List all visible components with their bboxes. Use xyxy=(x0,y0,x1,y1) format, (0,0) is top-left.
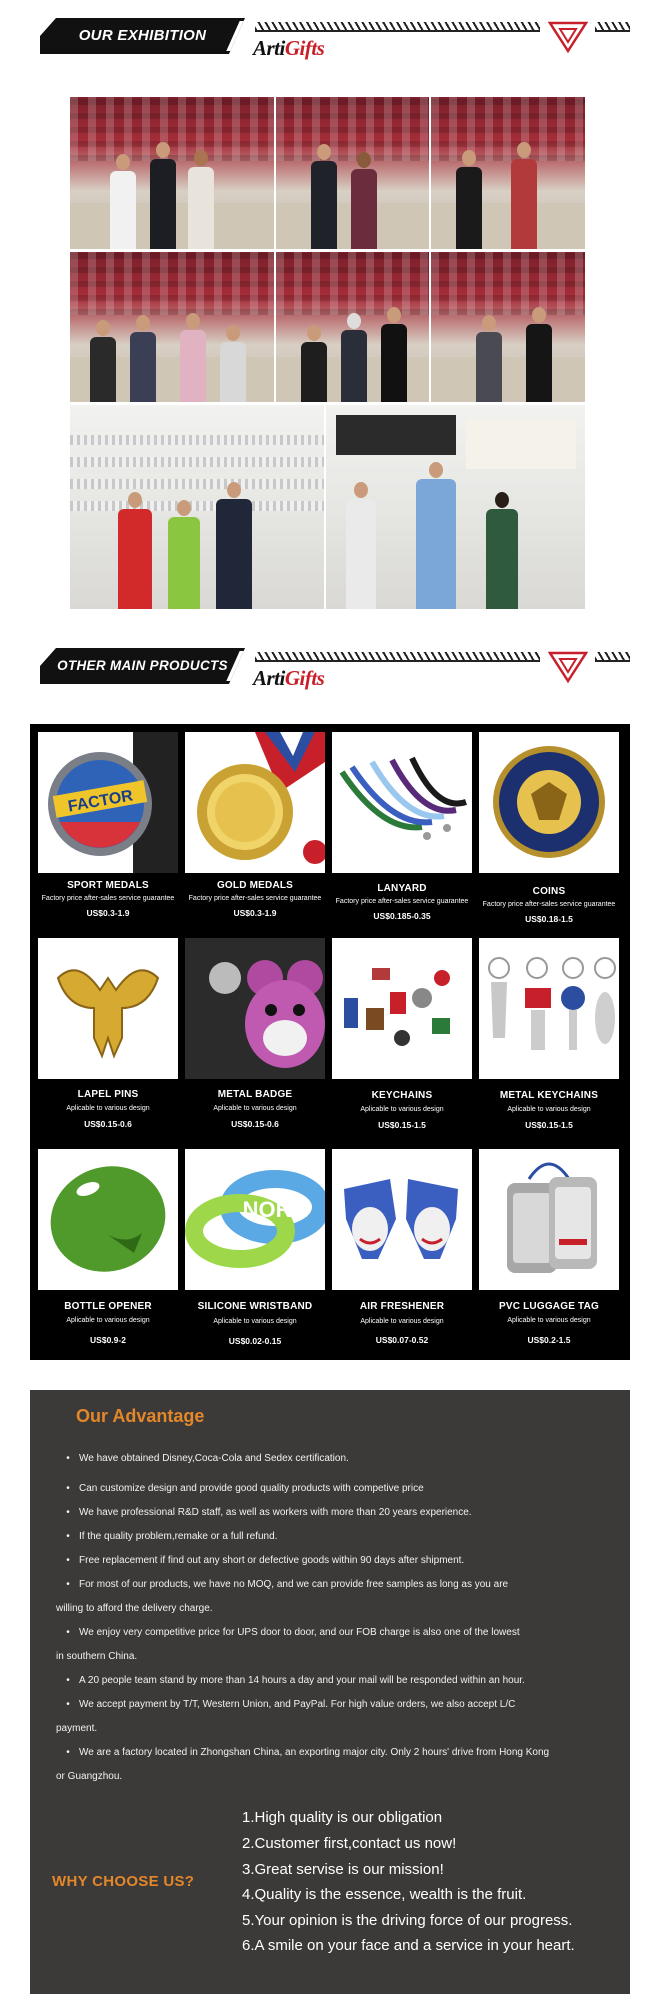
product-price: US$0.02-0.15 xyxy=(228,1336,282,1346)
logo-part-b: Gifts xyxy=(284,36,325,60)
exhibition-photo xyxy=(431,252,585,402)
advantage-panel xyxy=(30,1390,630,1994)
products-title: OTHER MAIN PRODUCTS xyxy=(57,658,228,673)
products-banner xyxy=(40,648,630,688)
why-choose-us-title: WHY CHOOSE US? xyxy=(52,1873,195,1890)
product-desc: Aplicable to various design xyxy=(360,1318,444,1325)
product-desc: Aplicable to various design xyxy=(213,1318,297,1325)
brand-logo xyxy=(253,666,324,691)
svg-text:FACTOR: FACTOR xyxy=(66,787,135,816)
advantage-item: • Can customize design and provide good quality products with competive price xyxy=(66,1483,424,1494)
product-price: US$0.3-1.9 xyxy=(86,908,130,918)
banner-stripes-right xyxy=(595,652,630,662)
why-item: 2.Customer first,contact us now! xyxy=(242,1835,457,1852)
exhibition-photo xyxy=(70,252,274,402)
product-desc: Aplicable to various design xyxy=(66,1317,150,1324)
exhibition-photo xyxy=(431,97,585,249)
advantage-item-cont: willing to afford the delivery charge. xyxy=(56,1603,213,1614)
product-desc: Aplicable to various design xyxy=(66,1105,150,1112)
exhibition-title: OUR EXHIBITION xyxy=(78,27,207,44)
product-name: METAL KEYCHAINS xyxy=(499,1090,599,1101)
advantage-item: • A 20 people team stand by more than 14 hours a day and your mail will be responded within an hour. xyxy=(66,1675,525,1686)
exhibition-photo xyxy=(276,252,429,402)
product-name: SILICONE WRISTBAND xyxy=(197,1301,313,1312)
svg-text:NORA: NORA xyxy=(242,1197,308,1222)
exhibition-photo-collage xyxy=(70,97,585,609)
product-desc: Aplicable to various design xyxy=(507,1106,591,1113)
product-name: LANYARD xyxy=(377,883,427,894)
product-price: US$0.15-1.5 xyxy=(378,1120,426,1130)
exhibition-photo xyxy=(70,405,324,609)
products-panel xyxy=(30,724,630,1360)
luggage-tag-icon xyxy=(479,1149,619,1290)
advantage-item-cont: or Guangzhou. xyxy=(56,1771,123,1782)
triangle-icon xyxy=(548,650,588,684)
why-item: 4.Quality is the essence, wealth is the fruit. xyxy=(242,1886,527,1903)
product-name: BOTTLE OPENER xyxy=(64,1301,152,1312)
logo-part-b: Gifts xyxy=(284,666,325,690)
product-price: US$0.15-1.5 xyxy=(525,1120,573,1130)
product-name: GOLD MEDALS xyxy=(216,880,294,891)
sport-medal-icon xyxy=(38,732,178,873)
product-name: SPORT MEDALS xyxy=(67,880,149,891)
product-price: US$0.9-2 xyxy=(90,1335,126,1345)
product-name: LAPEL PINS xyxy=(77,1089,139,1100)
product-price: US$0.185-0.35 xyxy=(373,911,431,921)
product-name: COINS xyxy=(532,886,566,897)
triangle-icon xyxy=(548,20,588,54)
product-price: US$0.3-1.9 xyxy=(233,908,277,918)
product-name: PVC LUGGAGE TAG xyxy=(498,1301,600,1312)
advantage-item-cont: in southern China. xyxy=(56,1651,138,1662)
exhibition-photo xyxy=(326,405,585,609)
logo-part-a: Arti xyxy=(253,36,285,60)
product-name: AIR FRESHENER xyxy=(359,1301,445,1312)
bottle-opener-icon xyxy=(38,1149,178,1290)
why-item: 3.Great servise is our mission! xyxy=(242,1861,444,1878)
advantage-title: Our Advantage xyxy=(76,1406,205,1426)
advantage-item: • We enjoy very competitive price for UPS door to door, and our FOB charge is also one of the lowest xyxy=(66,1627,520,1638)
product-price: US$0.2-1.5 xyxy=(527,1335,571,1345)
metal-keychain-icon xyxy=(479,938,619,1079)
wristband-icon xyxy=(185,1149,325,1290)
advantage-item: • We have professional R&D staff, as well as workers with more than 20 years experience. xyxy=(66,1507,472,1518)
product-price: US$0.07-0.52 xyxy=(375,1335,429,1345)
banner-stripes xyxy=(255,22,540,32)
keychain-icon xyxy=(332,938,472,1079)
advantage-item: • We accept payment by T/T, Western Union, and PayPal. For high value orders, we also accept L/C xyxy=(66,1699,516,1710)
advantage-item: • For most of our products, we have no MOQ, and we can provide free samples as long as you are xyxy=(66,1579,509,1590)
product-price: US$0.15-0.6 xyxy=(231,1119,279,1129)
exhibition-banner xyxy=(40,18,630,58)
metal-badge-icon xyxy=(185,938,325,1079)
advantage-item: • If the quality problem,remake or a full refund. xyxy=(66,1531,278,1542)
product-desc: Factory price after-sales service guarantee xyxy=(335,898,469,905)
banner-stripes-right xyxy=(595,22,630,32)
product-name: KEYCHAINS xyxy=(371,1090,433,1101)
lapel-pin-icon xyxy=(38,938,178,1079)
logo-part-a: Arti xyxy=(253,666,285,690)
exhibition-photo xyxy=(276,97,429,249)
why-item: 5.Your opinion is the driving force of our progress. xyxy=(242,1912,573,1929)
advantage-item-cont: payment. xyxy=(56,1723,98,1734)
coin-icon xyxy=(479,732,619,873)
advantage-item: • Free replacement if find out any short or defective goods within 90 days after shipment. xyxy=(66,1555,465,1566)
product-desc: Factory price after-sales service guarantee xyxy=(482,901,616,908)
product-desc: Factory price after-sales service guarantee xyxy=(41,895,175,902)
product-desc: Factory price after-sales service guarantee xyxy=(188,895,322,902)
banner-stripes xyxy=(255,652,540,662)
gold-medal-icon xyxy=(185,732,325,873)
brand-logo xyxy=(253,36,324,61)
exhibition-photo xyxy=(70,97,274,249)
why-item: 6.A smile on your face and a service in your heart. xyxy=(242,1937,575,1954)
product-price: US$0.18-1.5 xyxy=(525,914,573,924)
lanyard-icon xyxy=(332,732,472,873)
product-desc: Aplicable to various design xyxy=(213,1105,297,1112)
advantage-item: • We are a factory located in Zhongshan China, an exporting major city. Only 2 hours' drive from Hong Kong xyxy=(66,1747,550,1758)
product-desc: Aplicable to various design xyxy=(507,1317,591,1324)
advantage-item: • We have obtained Disney,Coca-Cola and Sedex certification. xyxy=(66,1453,349,1464)
product-desc: Aplicable to various design xyxy=(360,1106,444,1113)
product-name: METAL BADGE xyxy=(217,1089,293,1100)
why-item: 1.High quality is our obligation xyxy=(242,1809,443,1826)
product-price: US$0.15-0.6 xyxy=(84,1119,132,1129)
air-freshener-icon xyxy=(332,1149,472,1290)
